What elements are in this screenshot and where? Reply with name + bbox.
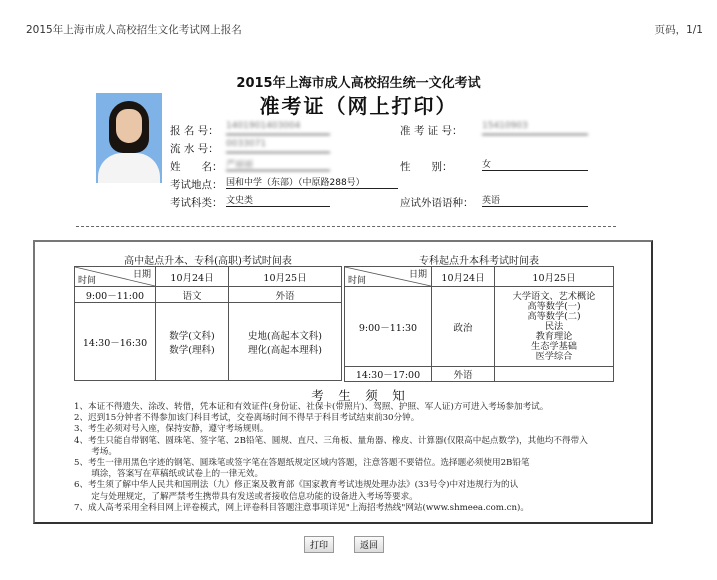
date-header: 10月25日 xyxy=(229,267,342,287)
language-label: 应试外语语种： xyxy=(400,197,474,209)
name-value: 严丽丽 xyxy=(226,157,330,171)
time-cell: 14:30－17:00 xyxy=(345,367,432,382)
gender-label: 性 别： xyxy=(400,161,453,173)
exam-title: 2015年上海市成人高校招生统一文化考试 xyxy=(236,76,481,91)
venue-label: 考试地点： xyxy=(170,179,223,191)
subject-cell: 外语 xyxy=(229,287,342,303)
notice-item: 1、本证不得遗失、涂改、转借，凭本证和有效证件(身份证、社保卡(带照片)、驾照、护照、军人证)方可进入考场参加考试。 xyxy=(74,402,549,412)
gender-value: 女 xyxy=(482,157,588,171)
print-button[interactable]: 打印 xyxy=(304,536,334,553)
notice-item: 5、考生一律用黑色字迹的钢笔、圆珠笔或签字笔在答题纸规定区域内答题，注意答题不要错位。选择题必须使用2B铅笔 xyxy=(74,458,530,469)
admit-no-label: 准 考 证 号： xyxy=(400,125,463,137)
subject-cell: 史地(高起本文科) 理化(高起本理科) xyxy=(229,303,342,381)
notice-title: 考 生 须 知 xyxy=(311,388,406,403)
notice-item: 6、考生须了解中华人民共和国刑法（九）修正案及教育部《国家教育考试违规处理办法》(33号令)中对违规行为的认 xyxy=(74,480,519,491)
reg-no-label: 报 名 号： xyxy=(170,125,219,137)
subject-cell: 数学(文科) 数学(理科) xyxy=(156,303,229,381)
notice-item: 3、考生必须对号入座，保持安静，遵守考场规则。 xyxy=(74,424,269,435)
date-header: 10月25日 xyxy=(495,267,614,287)
back-button[interactable]: 返回 xyxy=(354,536,384,553)
notice-item: 4、考生只能自带钢笔、圆珠笔、签字笔、2B铅笔、圆规、直尺、三角板、量角器、橡皮、计算器(仅限高中起点数学)，其他均不得带入 xyxy=(74,435,588,446)
subject-label: 考试科类： xyxy=(170,197,223,209)
subject-cell: 政治 xyxy=(432,287,495,367)
page-number: 页码，1/1 xyxy=(654,24,703,36)
notice-item: 填涂，答案写在草稿纸或试卷上的一律无效。 xyxy=(74,469,264,480)
subject-list-cell: 大学语文、艺术概论 高等数学(一) 高等数学(二) 民法 教育理论 生态学基础 医学综合 xyxy=(495,287,614,367)
table-corner: 日期 时间 xyxy=(345,267,432,287)
right-schedule-table xyxy=(344,266,614,382)
date-header: 10月24日 xyxy=(156,267,229,287)
venue-value: 国和中学（东部）（中原路288号） xyxy=(226,175,398,189)
left-schedule-table xyxy=(74,266,342,381)
admit-no-value: 15410903 xyxy=(482,121,588,135)
right-table-caption: 专科起点升本科考试时间表 xyxy=(419,256,539,267)
time-cell: 9:00－11:30 xyxy=(345,287,432,367)
subject-cell: 外语 xyxy=(432,367,495,382)
reg-no-value: 1401901403004 xyxy=(226,121,330,135)
notice-item: 2、迟到15分钟者不得参加该门科目考试，交卷离场时间不得早于科目考试结束前30分钟。 xyxy=(74,413,420,424)
date-header: 10月24日 xyxy=(432,267,495,287)
page-header-title: 2015年上海市成人高校招生文化考试网上报名 xyxy=(26,24,242,36)
left-table-caption: 高中起点升本、专科(高职)考试时间表 xyxy=(124,256,292,267)
table-corner: 日期 时间 xyxy=(75,267,156,287)
notice-item: 7、成人高考采用全科目网上评卷模式，网上评卷科目答题注意事项详见"上海招考热线"网站(www.shmeea.com.cn)。 xyxy=(74,502,529,513)
serial-no-label: 流 水 号： xyxy=(170,143,219,155)
serial-no-value: 0033071 xyxy=(226,139,330,153)
notice-item: 定与处理规定，了解严禁考生携带具有发送或者接收信息功能的设备进入考场等要求。 xyxy=(74,491,418,502)
ticket-title: 准考证（网上打印） xyxy=(259,94,458,118)
subject-value: 文史类 xyxy=(226,193,330,207)
notice-item: 考场。 xyxy=(74,446,117,457)
dashed-divider xyxy=(76,226,616,227)
time-cell: 9:00－11:00 xyxy=(75,287,156,303)
name-label: 姓 名： xyxy=(170,161,223,173)
notice-list xyxy=(74,402,644,514)
time-cell: 14:30－16:30 xyxy=(75,303,156,381)
candidate-photo xyxy=(96,93,162,183)
subject-cell xyxy=(495,367,614,382)
subject-cell: 语文 xyxy=(156,287,229,303)
language-value: 英语 xyxy=(482,193,588,207)
